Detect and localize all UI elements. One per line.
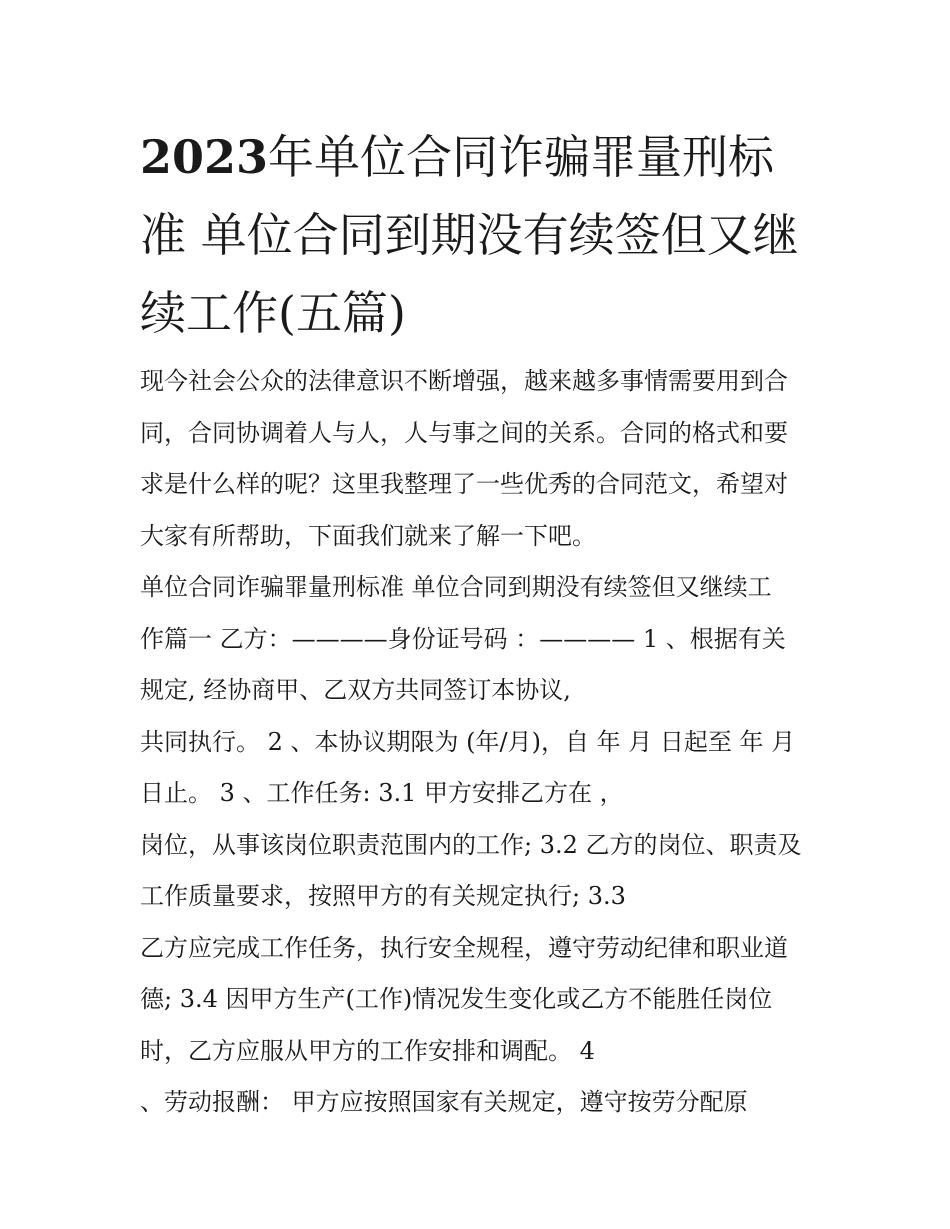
document-body xyxy=(140,356,820,1129)
body-line: 作篇一 乙方：————身份证号码 ：———— 1 、根据有关 xyxy=(140,624,786,653)
body-line: 共同执行。 2 、本协议期限为 (年/月)，自 年 月 日起至 年 月 xyxy=(140,727,796,756)
body-line: 德; 3.4 因甲方生产(工作)情况发生变化或乙方不能胜任岗位 xyxy=(140,985,773,1013)
document-title xyxy=(140,118,820,352)
body-line: 单位合同诈骗罪量刑标准 单位合同到期没有续签但又继续工 xyxy=(140,573,772,601)
body-line: 工作质量要求，按照甲方的有关规定执行; 3.3 xyxy=(140,882,626,910)
body-line: 大家有所帮助，下面我们就来了解一下吧。 xyxy=(140,521,596,550)
body-line: 同，合同协调着人与人，人与事之间的关系。合同的格式和要 xyxy=(140,418,788,447)
body-line: 岗位，从事该岗位职责范围内的工作; 3.2 乙方的岗位、职责及 xyxy=(140,830,802,859)
body-line: 日止。 3 、工作任务: 3.1 甲方安排乙方在 ， xyxy=(140,779,624,807)
body-line: 时，乙方应服从甲方的工作安排和调配。 4 xyxy=(140,1036,595,1065)
body-line: 现今社会公众的法律意识不断增强，越来越多事情需要用到合 xyxy=(140,367,788,395)
body-line: 乙方应完成工作任务，执行安全规程，遵守劳动纪律和职业道 xyxy=(140,933,788,962)
title-year: 2023 xyxy=(140,130,269,184)
body-line: 求是什么样的呢？这里我整理了一些优秀的合同范文，希望对 xyxy=(140,470,788,498)
title-text: 年单位合同诈骗罪量刑标准 单位合同到期没有续签但又继续工作(五篇) xyxy=(140,130,799,340)
body-line: 规定, 经协商甲、乙双方共同签订本协议, xyxy=(140,676,571,704)
body-line: 、劳动报酬： 甲方应按照国家有关规定，遵守按劳分配原 xyxy=(140,1088,748,1116)
